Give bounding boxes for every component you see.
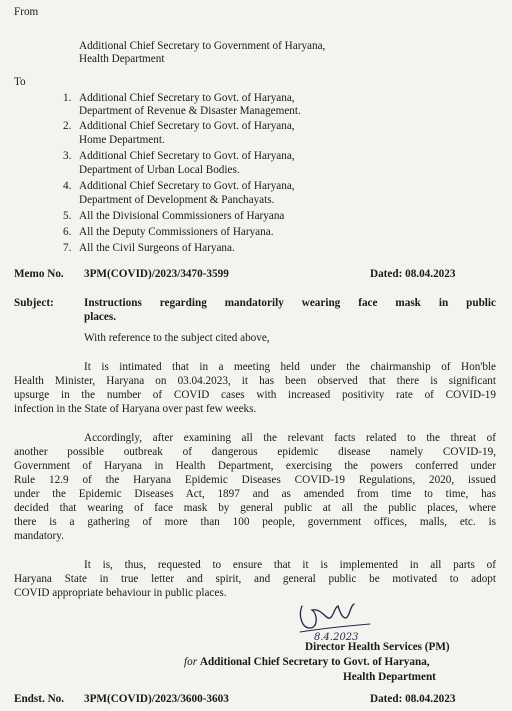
endst-date: Dated: 08.04.2023 (370, 693, 456, 705)
para1-line: It is intimated that in a meeting held under the chairmanship of Hon'ble (84, 361, 496, 373)
para2-line: Rule 12.9 of the Haryana Epidemic Diseases COVID-19 Regulations, 2020, issued (14, 474, 496, 486)
recipient-line: Additional Chief Secretary to Govt. of Haryana, (79, 180, 295, 192)
para2-line: under the Epidemic Diseases Act, 1897 and as amended from time to time, has (14, 488, 496, 500)
subject-line-1: Instructions regarding mandatorily wearing face mask in public (84, 297, 496, 309)
recipient-line: Department of Revenue & Disaster Management. (79, 105, 301, 117)
recipient-number: 6. (63, 226, 72, 238)
recipient-number: 2. (63, 120, 72, 132)
recipient-number: 5. (63, 210, 72, 222)
recipient-line: Additional Chief Secretary to Govt. of Haryana, (79, 150, 295, 162)
recipient-line: Home Department. (79, 134, 165, 146)
memo-label: Memo No. (14, 268, 64, 280)
recipient-line: Department of Urban Local Bodies. (79, 164, 240, 176)
para2-line: decided that wearing of face mask by general public at all the public places, where (14, 502, 496, 514)
reference-line: With reference to the subject cited above, (84, 332, 270, 344)
recipient-line: All the Civil Surgeons of Haryana. (79, 242, 235, 254)
subject-line-2: places. (84, 311, 117, 323)
signatory-department: Health Department (343, 671, 436, 683)
recipient-number: 4. (63, 180, 72, 192)
from-label: From (14, 6, 39, 18)
para2-line: another possible outbreak of dangerous epidemic disease namely COVID-19, (14, 446, 496, 458)
para3-line: COVID appropriate behaviour in public places. (14, 587, 227, 599)
para1-line: infection in the State of Haryana over past few weeks. (14, 403, 257, 415)
para3-line: Haryana State in true letter and spirit, and general public be motivated to adopt (14, 573, 496, 585)
signatory-for (184, 656, 430, 669)
recipient-line: Department of Development & Panchayats. (79, 194, 275, 206)
recipient-line: Additional Chief Secretary to Govt. of Haryana, (79, 120, 295, 132)
para2-line: Government of Haryana in Health Department, exercising the powers conferred under (14, 460, 496, 472)
recipient-line: Additional Chief Secretary to Govt. of Haryana, (79, 92, 295, 104)
para2-line: there is a gathering of more than 100 people, government offices, malls, etc. is (14, 516, 496, 528)
for-text: Additional Chief Secretary to Govt. of Haryana, (199, 656, 430, 668)
para2-line: mandatory. (14, 530, 64, 542)
signature-date: 8.4.2023 (314, 632, 359, 642)
from-line-1: Additional Chief Secretary to Government of Haryana, (79, 40, 326, 52)
signatory-designation: Director Health Services (PM) (305, 641, 450, 653)
para2-line: Accordingly, after examining all the relevant facts related to the threat of (84, 432, 496, 444)
from-line-2: Health Department (79, 53, 165, 65)
recipient-line: All the Divisional Commissioners of Haryana (79, 210, 285, 222)
for-prefix: for (184, 656, 198, 668)
recipient-number: 3. (63, 150, 72, 162)
para1-line: upsurge in the number of COVID cases with increased positivity rate of COVID-19 (14, 389, 496, 401)
memo-number: 3PM(COVID)/2023/3470-3599 (84, 268, 229, 280)
to-label: To (14, 76, 26, 88)
endst-number: 3PM(COVID)/2023/3600-3603 (84, 693, 229, 705)
para3-line: It is, thus, requested to ensure that it is implemented in all parts of (84, 559, 496, 571)
para1-line: Health Minister, Haryana on 03.04.2023, it has been observed that there is significant (14, 375, 496, 387)
endst-label: Endst. No. (14, 693, 65, 705)
recipient-number: 7. (63, 242, 72, 254)
handwritten-signature (296, 598, 376, 642)
recipient-line: All the Deputy Commissioners of Haryana. (79, 226, 274, 238)
subject-label: Subject: (14, 297, 54, 309)
memo-date: Dated: 08.04.2023 (370, 268, 456, 280)
recipient-number: 1. (63, 92, 72, 104)
